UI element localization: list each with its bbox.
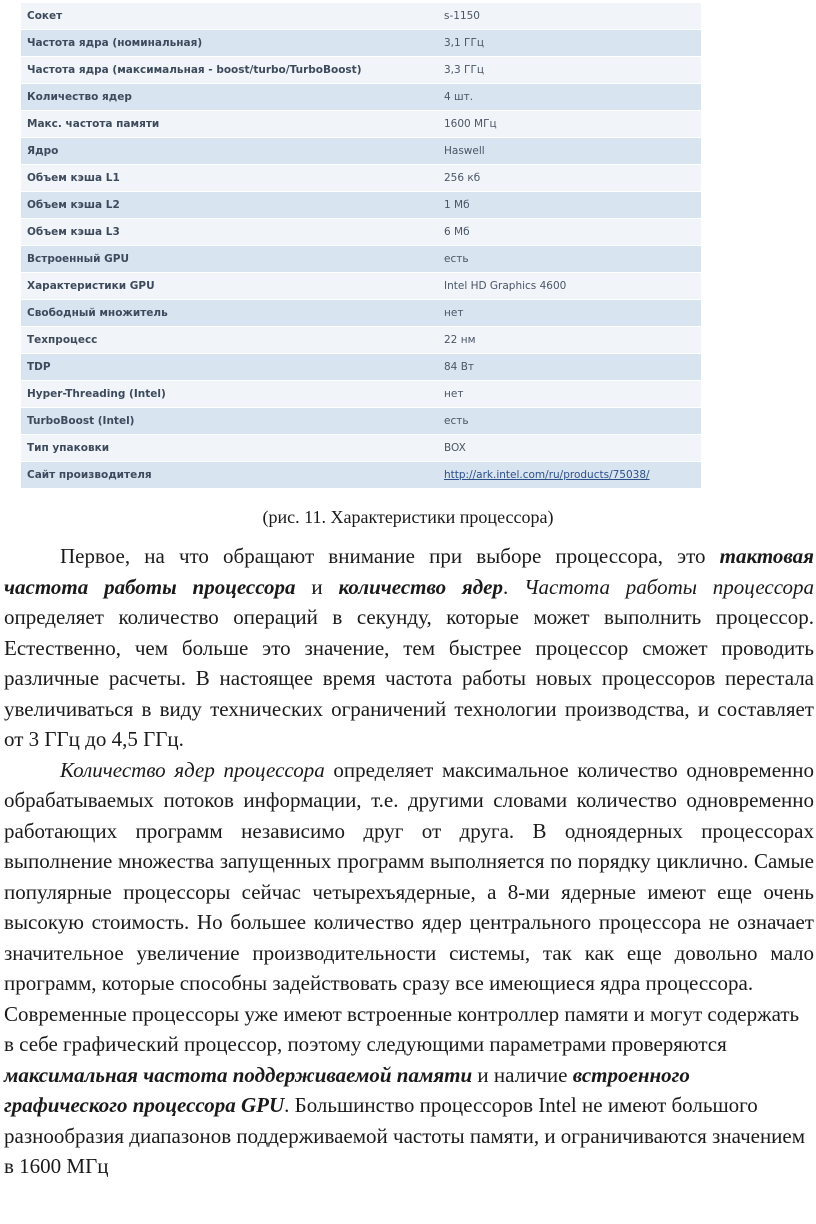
spec-label: Частота ядра (номинальная) (21, 30, 438, 57)
table-row (21, 300, 701, 327)
spec-value: 1600 МГц (438, 111, 701, 138)
spec-value: BOX (438, 435, 701, 462)
table-row (21, 192, 701, 219)
p1-text-4: определяет количество операций в секунду, которые может выполнить процессор. Естественно, чем больше это значение, тем быстрее процессор сможет проводить различные расчеты. В настоящее время частота работы новых процессоров перестала увеличиваться в виду технических ограничений технологии производства, и составляет от 3 ГГц до 4,5 ГГц. (4, 605, 814, 751)
spec-label: Количество ядер (21, 84, 438, 111)
p1-text-2: и (295, 574, 339, 599)
p3-text-3: . Большинство процессоров Intel не имеют большого разнообразия диапазонов поддерживаемой частоты памяти, и ограничиваются значением в 1600 МГц (4, 1093, 806, 1178)
spec-value: нет (438, 381, 701, 408)
table-row (21, 138, 701, 165)
paragraph-core-count (4, 755, 814, 999)
table-row (21, 354, 701, 381)
spec-value: 84 Вт (438, 354, 701, 381)
spec-label: Объем кэша L1 (21, 165, 438, 192)
spec-value: 22 нм (438, 327, 701, 354)
spec-value: есть (438, 408, 701, 435)
spec-label: Встроенный GPU (21, 246, 438, 273)
spec-value: 6 Мб (438, 219, 701, 246)
table-row (21, 57, 701, 84)
paragraph-clock-speed (4, 541, 814, 755)
p3-text-1: Современные процессоры уже имеют встроенные контроллер памяти и могут содержать в себе графический процессор, поэтому следующими параметрами проверяются (4, 1001, 800, 1056)
spec-label: Ядро (21, 138, 438, 165)
table-row (21, 165, 701, 192)
spec-value: s-1150 (438, 3, 701, 30)
spec-value: Haswell (438, 138, 701, 165)
term-integrated-gpu: встроенного графического процессора GPU (4, 1062, 690, 1117)
spec-label: Техпроцесс (21, 327, 438, 354)
spec-value: 4 шт. (438, 84, 701, 111)
spec-value (438, 462, 701, 489)
figure-caption: (рис. 11. Характеристики процессора) (262, 507, 554, 527)
spec-label: Свободный множитель (21, 300, 438, 327)
spec-table-body (21, 3, 701, 489)
spec-label: Макс. частота памяти (21, 111, 438, 138)
table-row (21, 381, 701, 408)
spec-value: 256 кб (438, 165, 701, 192)
term-clock-speed: тактовая частота работы процессора (4, 544, 814, 599)
spec-value: Intel HD Graphics 4600 (438, 273, 701, 300)
spec-label: Объем кэша L3 (21, 219, 438, 246)
spec-label: Сайт производителя (21, 462, 438, 489)
table-row (21, 3, 701, 30)
table-row (21, 84, 701, 111)
processor-spec-table (21, 3, 701, 489)
term-core-count: количество ядер (338, 574, 503, 599)
table-row (21, 219, 701, 246)
spec-label: Hyper-Threading (Intel) (21, 381, 438, 408)
spec-label: Характеристики GPU (21, 273, 438, 300)
spec-value: 3,1 ГГц (438, 30, 701, 57)
p1-text-1: Первое, на что обращают внимание при выборе процессора, это (60, 544, 720, 568)
article-body (4, 541, 814, 1182)
table-row (21, 273, 701, 300)
p1-text-3: . (502, 574, 525, 599)
term-core-count-italic: Количество ядер процессора (60, 757, 325, 782)
table-row (21, 462, 701, 489)
term-clock-speed-italic: Частота работы процессора (524, 574, 814, 599)
spec-label: TDP (21, 354, 438, 381)
table-row (21, 408, 701, 435)
table-row (21, 327, 701, 354)
spec-label: TurboBoost (Intel) (21, 408, 438, 435)
paragraph-memory-gpu (4, 999, 814, 1182)
spec-label: Частота ядра (максимальная - boost/turbo/TurboBoost) (21, 57, 438, 84)
spec-value: есть (438, 246, 701, 273)
spec-label: Объем кэша L2 (21, 192, 438, 219)
manufacturer-link[interactable]: http://ark.intel.com/ru/products/75038/ (444, 469, 650, 481)
table-row (21, 435, 701, 462)
spec-label: Тип упаковки (21, 435, 438, 462)
table-row (21, 30, 701, 57)
p2-text-1: определяет максимальное количество одновременно обрабатываемых потоков информации, т.е. другими словами количество одновременно работающих программ независимо друг от друга. В одноядерных процессорах выполнение множества запущенных программ выполняется по порядку циклично. Самые популярные процессоры сейчас четырехъядерные, а 8-ми ядерные имеют еще очень высокую стоимость. Но большее количество ядер центрального процессора не означает значительное увеличение производительности системы, так как еще довольно мало программ, которые способны задействовать сразу все имеющиеся ядра процессора. (4, 757, 814, 995)
p3-text-2: и наличие (472, 1062, 573, 1087)
spec-label: Сокет (21, 3, 438, 30)
term-memory-frequency: максимальная частота поддерживаемой памяти (4, 1062, 473, 1087)
spec-value: нет (438, 300, 701, 327)
spec-value: 3,3 ГГц (438, 57, 701, 84)
table-row (21, 246, 701, 273)
spec-value: 1 Мб (438, 192, 701, 219)
table-row (21, 111, 701, 138)
